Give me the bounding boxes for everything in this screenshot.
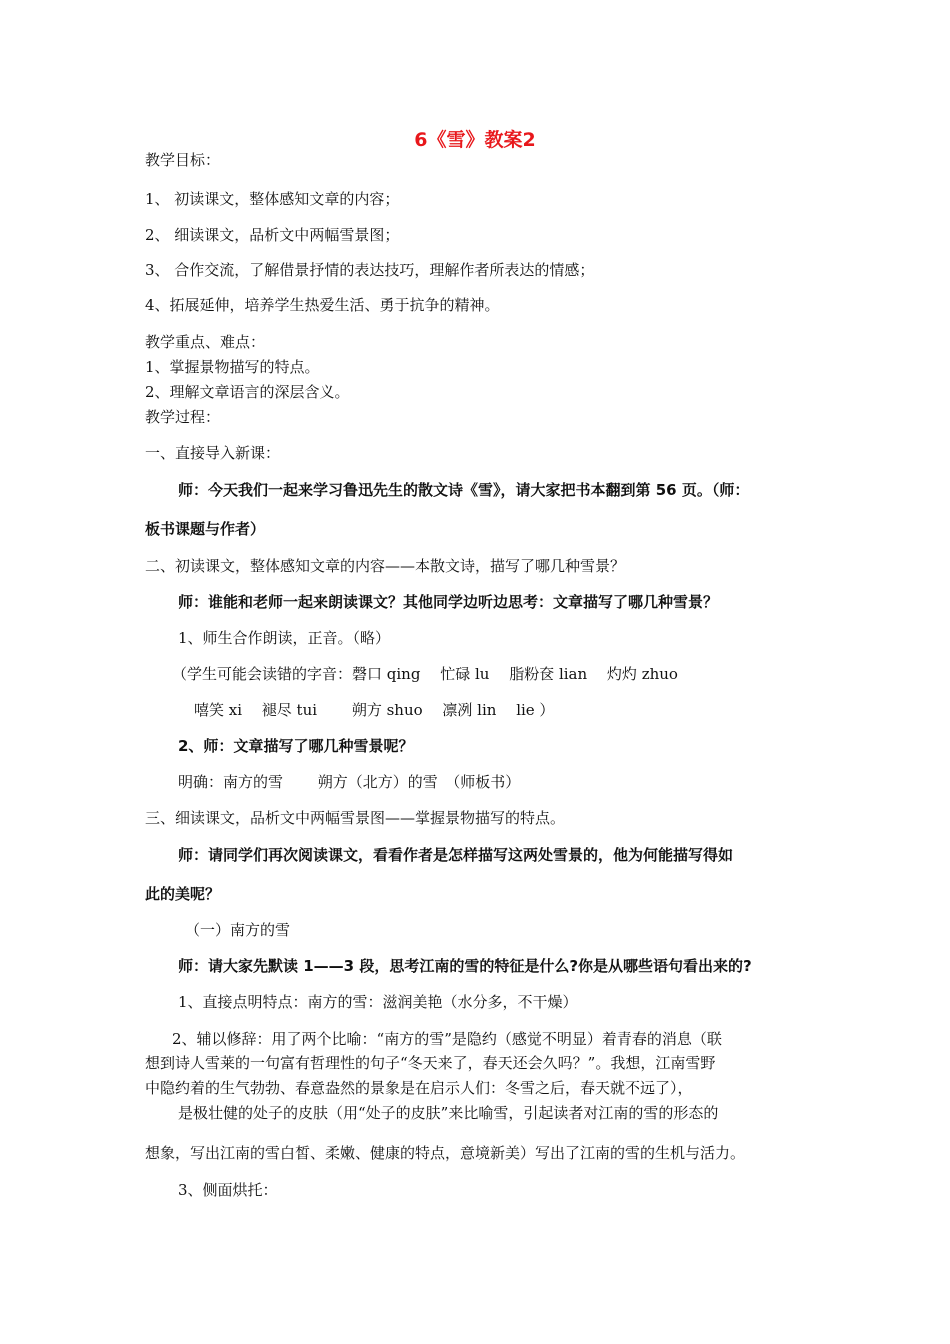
subsection-south-snow: （一）南方的雪 bbox=[185, 921, 291, 939]
key-point-item-2: 2、理解文章语言的深层含义。 bbox=[145, 383, 350, 401]
key-point-item-1: 1、掌握景物描写的特点。 bbox=[145, 358, 320, 376]
analysis-item-2-cont-2: 中隐约着的生气勃勃、春意盎然的景象是在启示人们：冬雪之后，春天就不远了）， bbox=[145, 1079, 693, 1097]
document-title: 6《雪》教案2 bbox=[414, 129, 536, 151]
teacher-line-2: 师：谁能和老师一起来朗读课文？其他同学边听边思考：文章描写了哪几种雪景？ bbox=[178, 593, 719, 611]
teacher-line-1-cont: 板书课题与作者） bbox=[145, 520, 266, 538]
analysis-item-1: 1、直接点明特点：南方的雪：滋润美艳（水分多，不干燥） bbox=[178, 993, 578, 1011]
pronunciation-note-1: （学生可能会读错的字音：磬口 qing 忙碌 lu 脂粉奁 lian 灼灼 zhuo bbox=[172, 665, 678, 683]
analysis-item-2-cont-3: 是极壮健的处子的皮肤（用“处子的皮肤”来比喻雪，引起读者对江南的雪的形态的 bbox=[178, 1104, 719, 1122]
step-2-item-1: 1、师生合作朗读，正音。（略） bbox=[178, 629, 391, 647]
teacher-line-3: 2、师：文章描写了哪几种雪景呢？ bbox=[178, 737, 414, 755]
teacher-line-4-cont: 此的美呢？ bbox=[145, 885, 221, 903]
objective-item-4: 4、拓展延伸，培养学生热爱生活、勇于抗争的精神。 bbox=[145, 296, 500, 314]
pronunciation-note-2: 嘻笑 xi 褪尽 tui 朔方 shuo 凛冽 lin lie ） bbox=[194, 701, 555, 719]
objective-item-3: 3、 合作交流，了解借景抒情的表达技巧，理解作者所表达的情感； bbox=[145, 261, 595, 279]
analysis-item-2-cont-4: 想象，写出江南的雪白皙、柔嫩、健康的特点，意境新美）写出了江南的雪的生机与活力。 bbox=[145, 1144, 746, 1162]
section-heading-objectives: 教学目标： bbox=[145, 151, 221, 169]
analysis-item-2-cont-1: 想到诗人雪莱的一句富有哲理性的句子“冬天来了，春天还会久吗？”。我想，江南雪野 bbox=[145, 1054, 716, 1072]
teacher-line-1: 师：今天我们一起来学习鲁迅先生的散文诗《雪》，请大家把书本翻到第 56 页。（师： bbox=[178, 481, 750, 499]
teacher-line-5: 师：请大家先默读 1——3 段，思考江南的雪的特征是什么?你是从哪些语句看出来的? bbox=[178, 957, 752, 975]
section-heading-key-points: 教学重点、难点： bbox=[145, 333, 266, 351]
step-heading-2: 二、初读课文，整体感知文章的内容——本散文诗，描写了哪几种雪景？ bbox=[145, 557, 626, 575]
objective-item-1: 1、 初读课文，整体感知文章的内容； bbox=[145, 190, 400, 208]
step-heading-3: 三、细读课文，品析文中两幅雪景图——掌握景物描写的特点。 bbox=[145, 809, 566, 827]
objective-item-2: 2、 细读课文，品析文中两幅雪景图； bbox=[145, 226, 400, 244]
analysis-item-2: 2、辅以修辞：用了两个比喻：“南方的雪”是隐约（感觉不明显）着青春的消息（联 bbox=[172, 1030, 722, 1048]
answer-line: 明确：南方的雪 朔方（北方）的雪 （师板书） bbox=[178, 773, 521, 791]
analysis-item-3: 3、侧面烘托： bbox=[178, 1181, 278, 1199]
section-heading-process: 教学过程： bbox=[145, 408, 221, 426]
teacher-line-4: 师：请同学们再次阅读课文，看看作者是怎样描写这两处雪景的，他为何能描写得如 bbox=[178, 846, 734, 864]
step-heading-1: 一、直接导入新课： bbox=[145, 444, 281, 462]
